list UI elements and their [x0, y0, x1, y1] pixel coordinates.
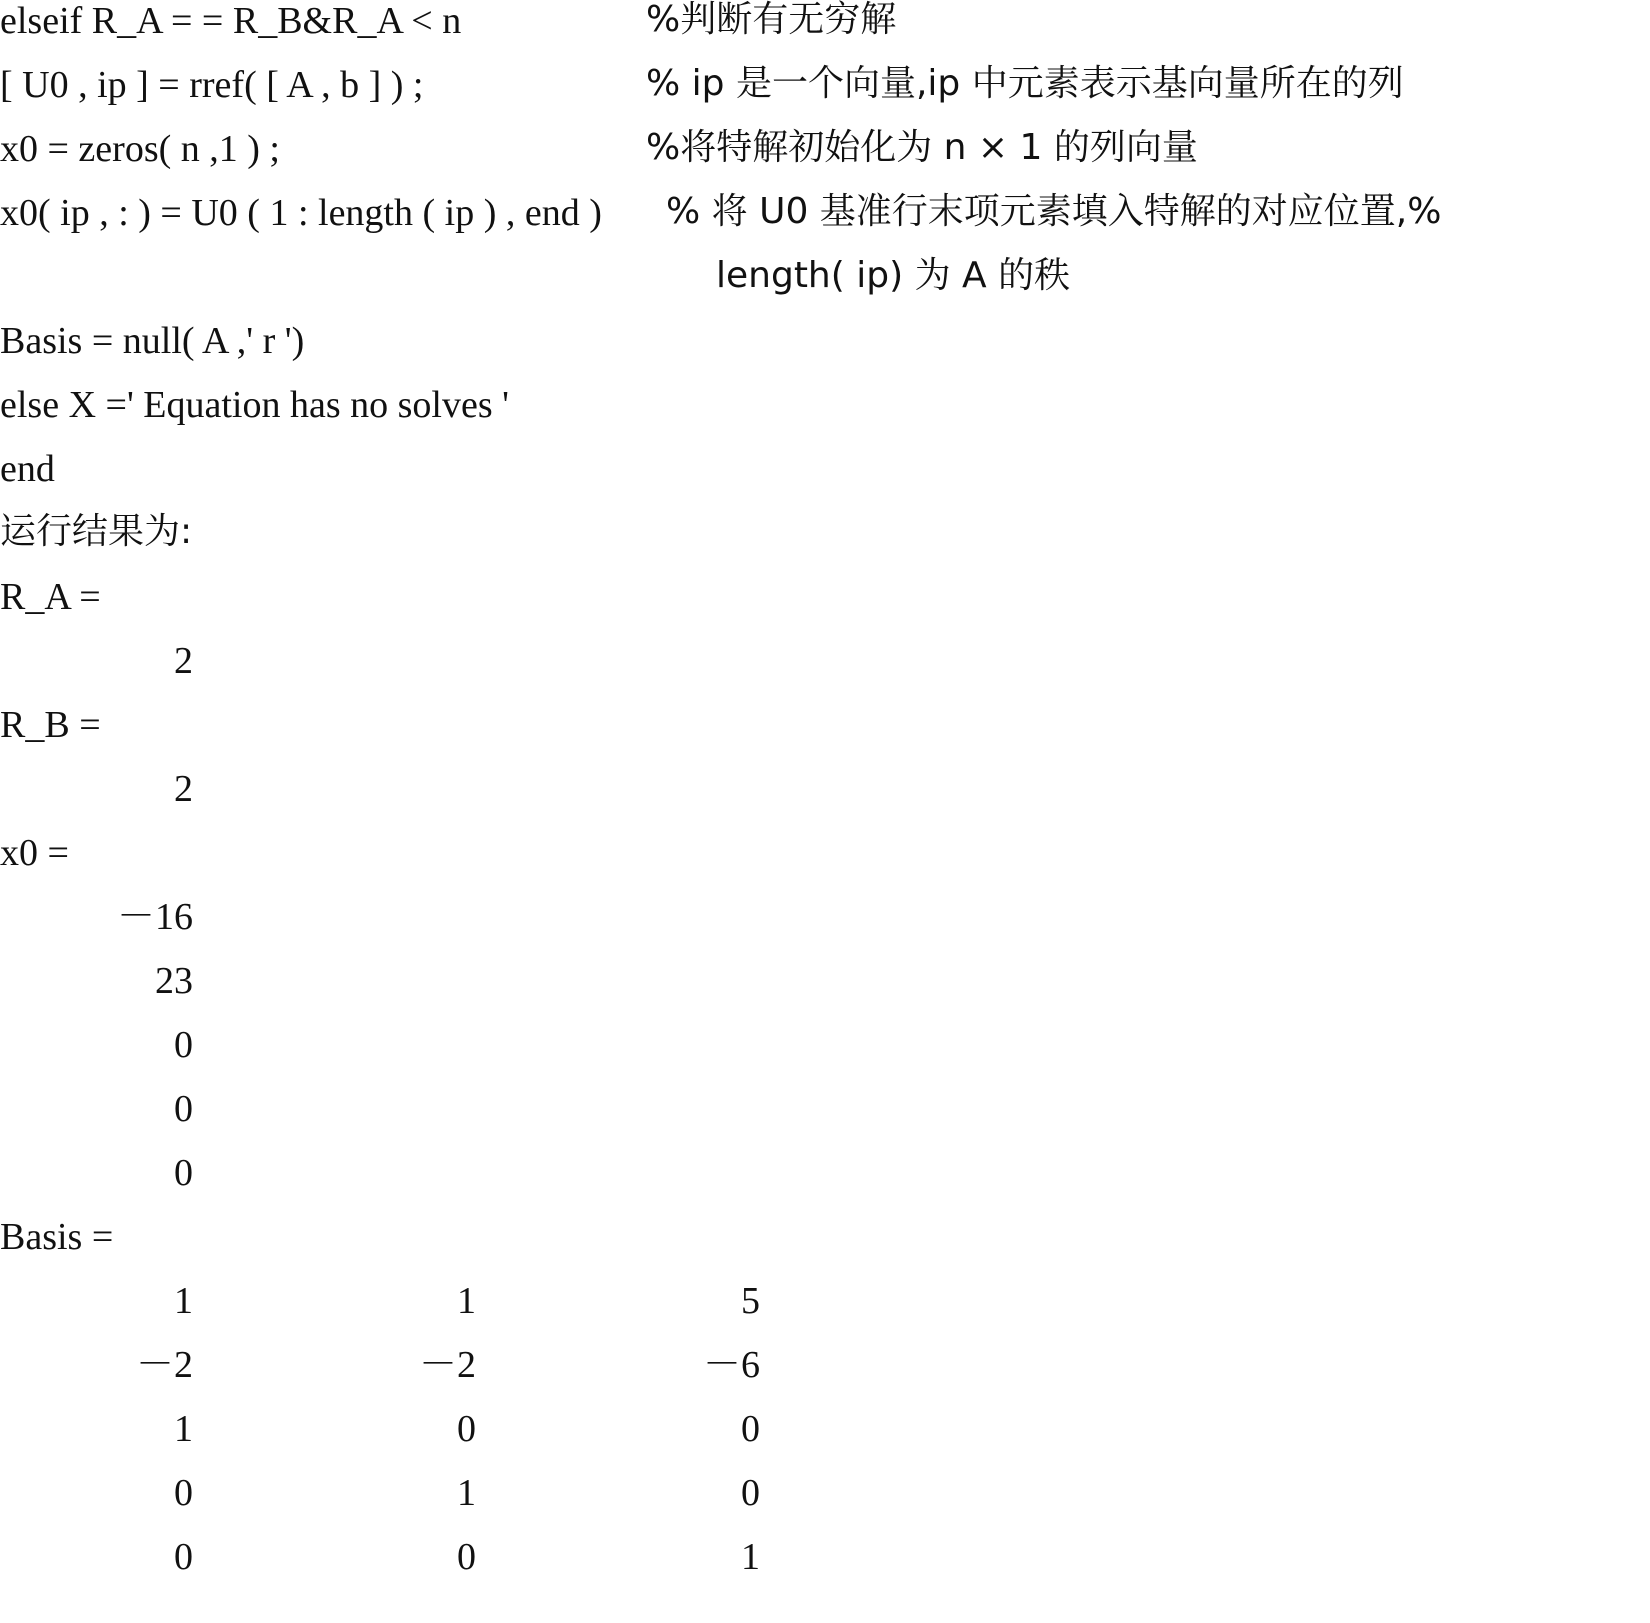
basis-cell-r4-c1: 0	[174, 1472, 193, 1514]
basis-cell-r2-c1: －2	[135, 1344, 193, 1386]
code-comment-4: % 将 U0 基准行末项元素填入特解的对应位置,%	[666, 191, 1442, 232]
output-r-a-label: R_A =	[0, 576, 101, 618]
basis-cell-r3-c1: 1	[174, 1408, 193, 1450]
basis-cell-r2-c2: －2	[418, 1344, 476, 1386]
code-comment-1: %判断有无穷解	[646, 0, 897, 40]
basis-cell-r5-c2: 0	[457, 1536, 476, 1578]
output-x0-label: x0 =	[0, 832, 69, 874]
output-r-b-value: 2	[174, 768, 193, 810]
basis-cell-r3-c3: 0	[741, 1408, 760, 1450]
output-x0-value-3: 0	[174, 1024, 193, 1066]
basis-cell-r3-c2: 0	[457, 1408, 476, 1450]
basis-cell-r1-c3: 5	[741, 1280, 760, 1322]
basis-cell-r5-c1: 0	[174, 1536, 193, 1578]
basis-cell-r2-c3: －6	[702, 1344, 760, 1386]
code-line-3: x0 = zeros( n ,1 ) ;	[0, 128, 280, 170]
output-x0-value-4: 0	[174, 1088, 193, 1130]
code-line-8: end	[0, 448, 55, 490]
output-x0-value-5: 0	[174, 1152, 193, 1194]
basis-cell-r1-c1: 1	[174, 1280, 193, 1322]
basis-cell-r1-c2: 1	[457, 1280, 476, 1322]
basis-cell-r5-c3: 1	[741, 1536, 760, 1578]
output-x0-value-2: 23	[155, 960, 193, 1002]
code-line-7: else X =' Equation has no solves '	[0, 384, 509, 426]
output-basis-label: Basis =	[0, 1216, 114, 1258]
output-r-b-label: R_B =	[0, 704, 101, 746]
basis-cell-r4-c3: 0	[741, 1472, 760, 1514]
code-line-6: Basis = null( A ,' r ')	[0, 320, 305, 362]
result-heading: 运行结果为:	[0, 511, 193, 552]
basis-cell-r4-c2: 1	[457, 1472, 476, 1514]
code-line-4: x0( ip , : ) = U0 ( 1 : length ( ip ) , end )	[0, 192, 602, 234]
code-comment-3: %将特解初始化为 n × 1 的列向量	[646, 127, 1198, 168]
code-comment-continuation: length( ip) 为 A 的秩	[716, 255, 1071, 296]
output-x0-value-1: －16	[116, 896, 193, 938]
output-r-a-value: 2	[174, 640, 193, 682]
code-comment-2: % ip 是一个向量,ip 中元素表示基向量所在的列	[646, 63, 1404, 104]
code-line-2: [ U0 , ip ] = rref( [ A , b ] ) ;	[0, 64, 424, 106]
code-line-1: elseif R_A = = R_B&R_A < n	[0, 0, 462, 42]
